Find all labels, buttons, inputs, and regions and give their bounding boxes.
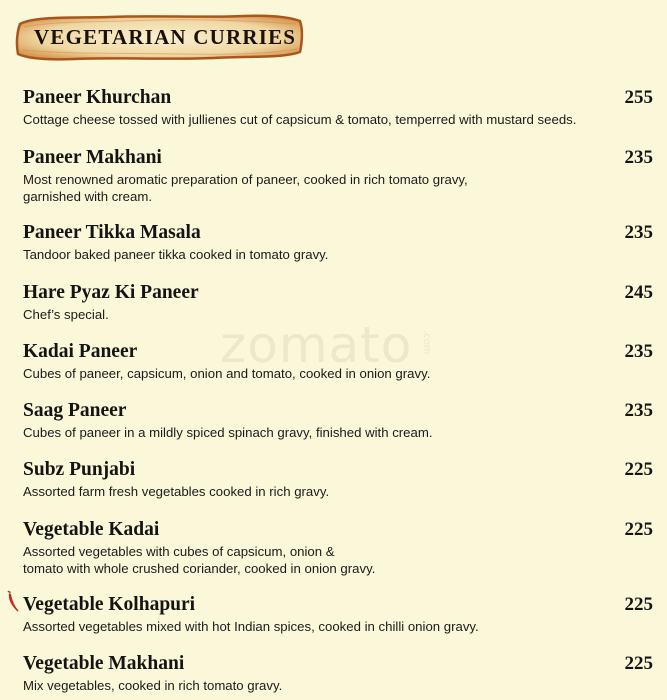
section-title: VEGETARIAN CURRIES	[34, 25, 297, 49]
item-name: Kadai Paneer	[23, 341, 138, 362]
item-description: Assorted vegetables mixed with hot Indian spices, cooked in chilli onion gravy.	[23, 619, 479, 634]
chili-icon	[5, 590, 21, 619]
menu-item	[23, 147, 653, 205]
item-description	[23, 543, 653, 577]
item-price: 225	[624, 653, 653, 674]
item-price: 235	[624, 147, 653, 168]
menu-item	[23, 519, 653, 577]
item-price: 235	[624, 400, 653, 421]
item-description: Cubes of paneer, capsicum, onion and tomato, cooked in onion gravy.	[23, 366, 431, 381]
item-description	[23, 171, 653, 205]
item-price: 225	[624, 519, 653, 540]
item-name: Vegetable Makhani	[23, 653, 185, 674]
item-name: Vegetable Kadai	[23, 519, 160, 540]
menu-item	[23, 341, 653, 382]
menu-item	[23, 400, 653, 441]
item-name: Saag Paneer	[23, 400, 127, 421]
item-description-line: garnished with cream.	[23, 189, 153, 204]
item-price: 235	[624, 222, 653, 243]
item-description-line: Most renowned aromatic preparation of paneer, cooked in rich tomato gravy,	[23, 172, 468, 187]
item-price: 245	[624, 282, 653, 303]
item-description: Tandoor baked paneer tikka cooked in tomato gravy.	[23, 247, 329, 262]
menu-item	[23, 87, 653, 128]
menu-item	[23, 222, 653, 263]
watermark-suffix: .com	[421, 330, 432, 355]
item-description: Cottage cheese tossed with jullienes cut of capsicum & tomato, temperred with mustard seeds.	[23, 112, 577, 127]
item-description: Mix vegetables, cooked in rich tomato gravy.	[23, 678, 283, 693]
watermark: zomato	[220, 316, 413, 374]
item-name: Paneer Tikka Masala	[23, 222, 201, 243]
menu-item	[23, 653, 653, 694]
section-banner	[14, 12, 304, 62]
item-name: Vegetable Kolhapuri	[23, 594, 196, 615]
item-name: Hare Pyaz Ki Paneer	[23, 282, 199, 303]
item-description-line: tomato with whole crushed coriander, cooked in onion gravy.	[23, 561, 376, 576]
menu-item	[23, 459, 653, 500]
item-price: 255	[624, 87, 653, 108]
menu-item	[23, 594, 653, 635]
item-description: Cubes of paneer in a mildly spiced spinach gravy, finished with cream.	[23, 425, 433, 440]
item-description: Assorted farm fresh vegetables cooked in rich gravy.	[23, 484, 330, 499]
item-price: 225	[624, 594, 653, 615]
item-price: 225	[624, 459, 653, 480]
item-name: Subz Punjabi	[23, 459, 136, 480]
item-description-line: Assorted vegetables with cubes of capsicum, onion &	[23, 544, 335, 559]
item-price: 235	[624, 341, 653, 362]
item-name: Paneer Makhani	[23, 147, 162, 168]
item-name: Paneer Khurchan	[23, 87, 172, 108]
menu-item	[23, 282, 653, 323]
item-description: Chef’s special.	[23, 307, 109, 322]
